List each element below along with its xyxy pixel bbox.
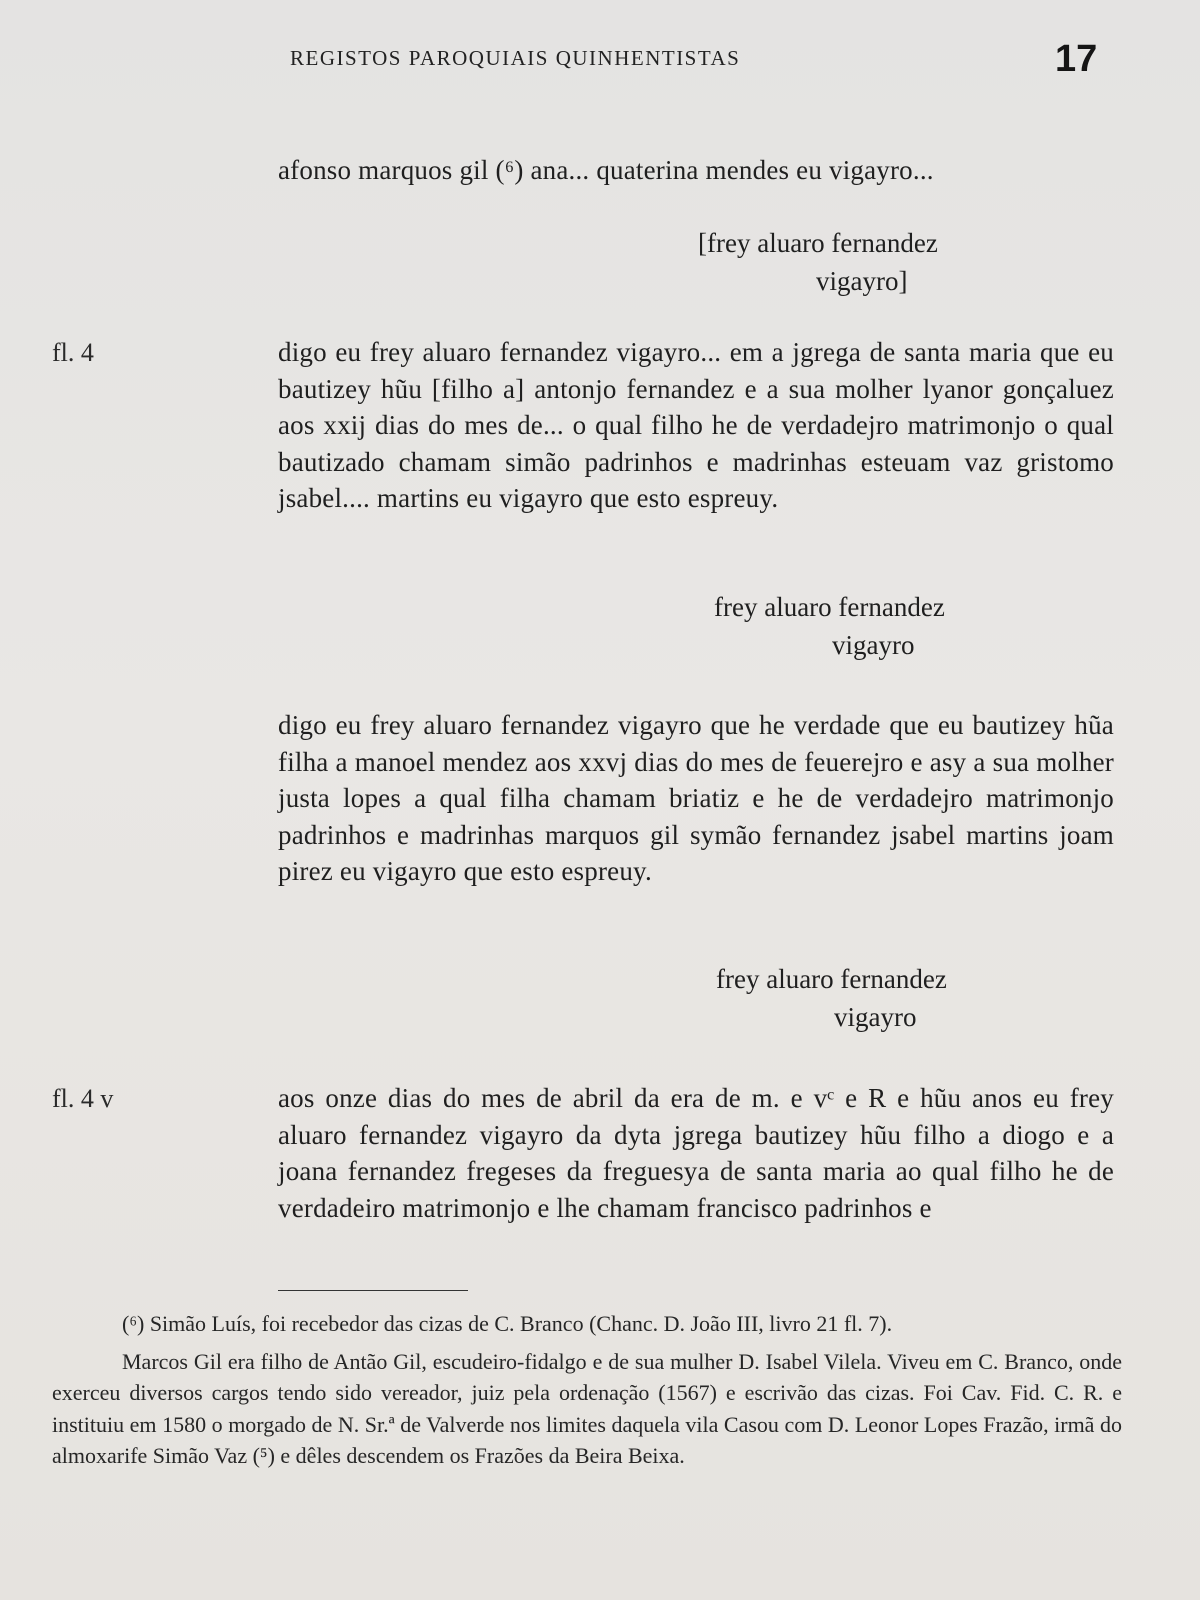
margin-note-fl4v: fl. 4 v — [52, 1084, 114, 1113]
entry-1-text: digo eu frey aluaro fernandez vigayro... em a jgrega de santa maria que eu bautizey hũu [filho a] antonjo fernandez e a sua molher lyanor gonçaluez aos xxij dias do mes de... o qual filho he de verdadejro matrimonjo o qual bautizado chamam simão padrinhos e madrinhas esteuam vaz gristomo jsabel.... martins eu vigayro que esto espreuy. — [278, 337, 1114, 513]
entry-3-text: aos onze dias do mes de abril da era de m. e vᶜ e R e hũu anos eu frey aluaro fernandez vigayro da dyta jgrega bautizey hũu filho a diogo e a joana fernandez fregeses da freguesya de santa maria ao qual filho he de verdadeiro matrimonjo e lhe chamam francisco padrinhos e — [278, 1083, 1114, 1223]
footnotes — [52, 1308, 1122, 1472]
signature-line-2: vigayro — [834, 1002, 917, 1032]
entry-3 — [278, 1080, 1114, 1226]
entry-1-signature — [714, 588, 945, 664]
entry-0 — [278, 152, 1114, 189]
entry-2 — [278, 707, 1114, 890]
footnote-6: (⁶) Simão Luís, foi recebedor das cizas de C. Branco (Chanc. D. João III, livro 21 fl. 7). — [122, 1311, 893, 1336]
signature-line-1: [frey aluaro fernandez — [698, 228, 938, 258]
footnote-rule — [278, 1290, 468, 1291]
signature-line-1: frey aluaro fernandez — [716, 964, 947, 994]
running-header: REGISTOS PAROQUIAIS QUINHENTISTAS — [290, 46, 741, 70]
signature-line-2: vigayro — [832, 630, 915, 660]
margin-note-fl4: fl. 4 — [52, 338, 94, 367]
page-number: 17 — [1055, 38, 1098, 80]
signature-line-1: frey aluaro fernandez — [714, 592, 945, 622]
entry-0-signature — [698, 224, 938, 300]
entry-1 — [278, 334, 1114, 517]
entry-0-text: afonso marquos gil (⁶) ana... quaterina mendes eu vigayro... — [278, 155, 934, 185]
footnote-continuation: Marcos Gil era filho de Antão Gil, escudeiro-fidalgo e de sua mulher D. Isabel Vilela. Viveu em C. Branco, onde exerceu diversos cargos tendo sido vereador, juiz pela ordenação (1567) e escrivão das cizas. Foi Cav. Fid. C. R. e instituiu em 1580 o morgado de N. Sr.ª de Valverde nos limites daquela vila Casou com D. Leonor Lopes Frazão, irmã do almoxarife Simão Vaz (⁵) e dêles descendem os Frazões da Beira Beixa. — [52, 1348, 1122, 1468]
signature-line-2: vigayro] — [816, 266, 908, 296]
entry-2-signature — [716, 960, 947, 1036]
entry-2-text: digo eu frey aluaro fernandez vigayro que he verdade que eu bautizey hũa filha a manoel mendez aos xxvj dias do mes de feuerejro e asy a sua molher justa lopes a qual filha chamam briatiz e he de verdadejro matrimonjo padrinhos e madrinhas marquos gil symão fernandez jsabel martins joam pirez eu vigayro que esto espreuy. — [278, 710, 1114, 886]
